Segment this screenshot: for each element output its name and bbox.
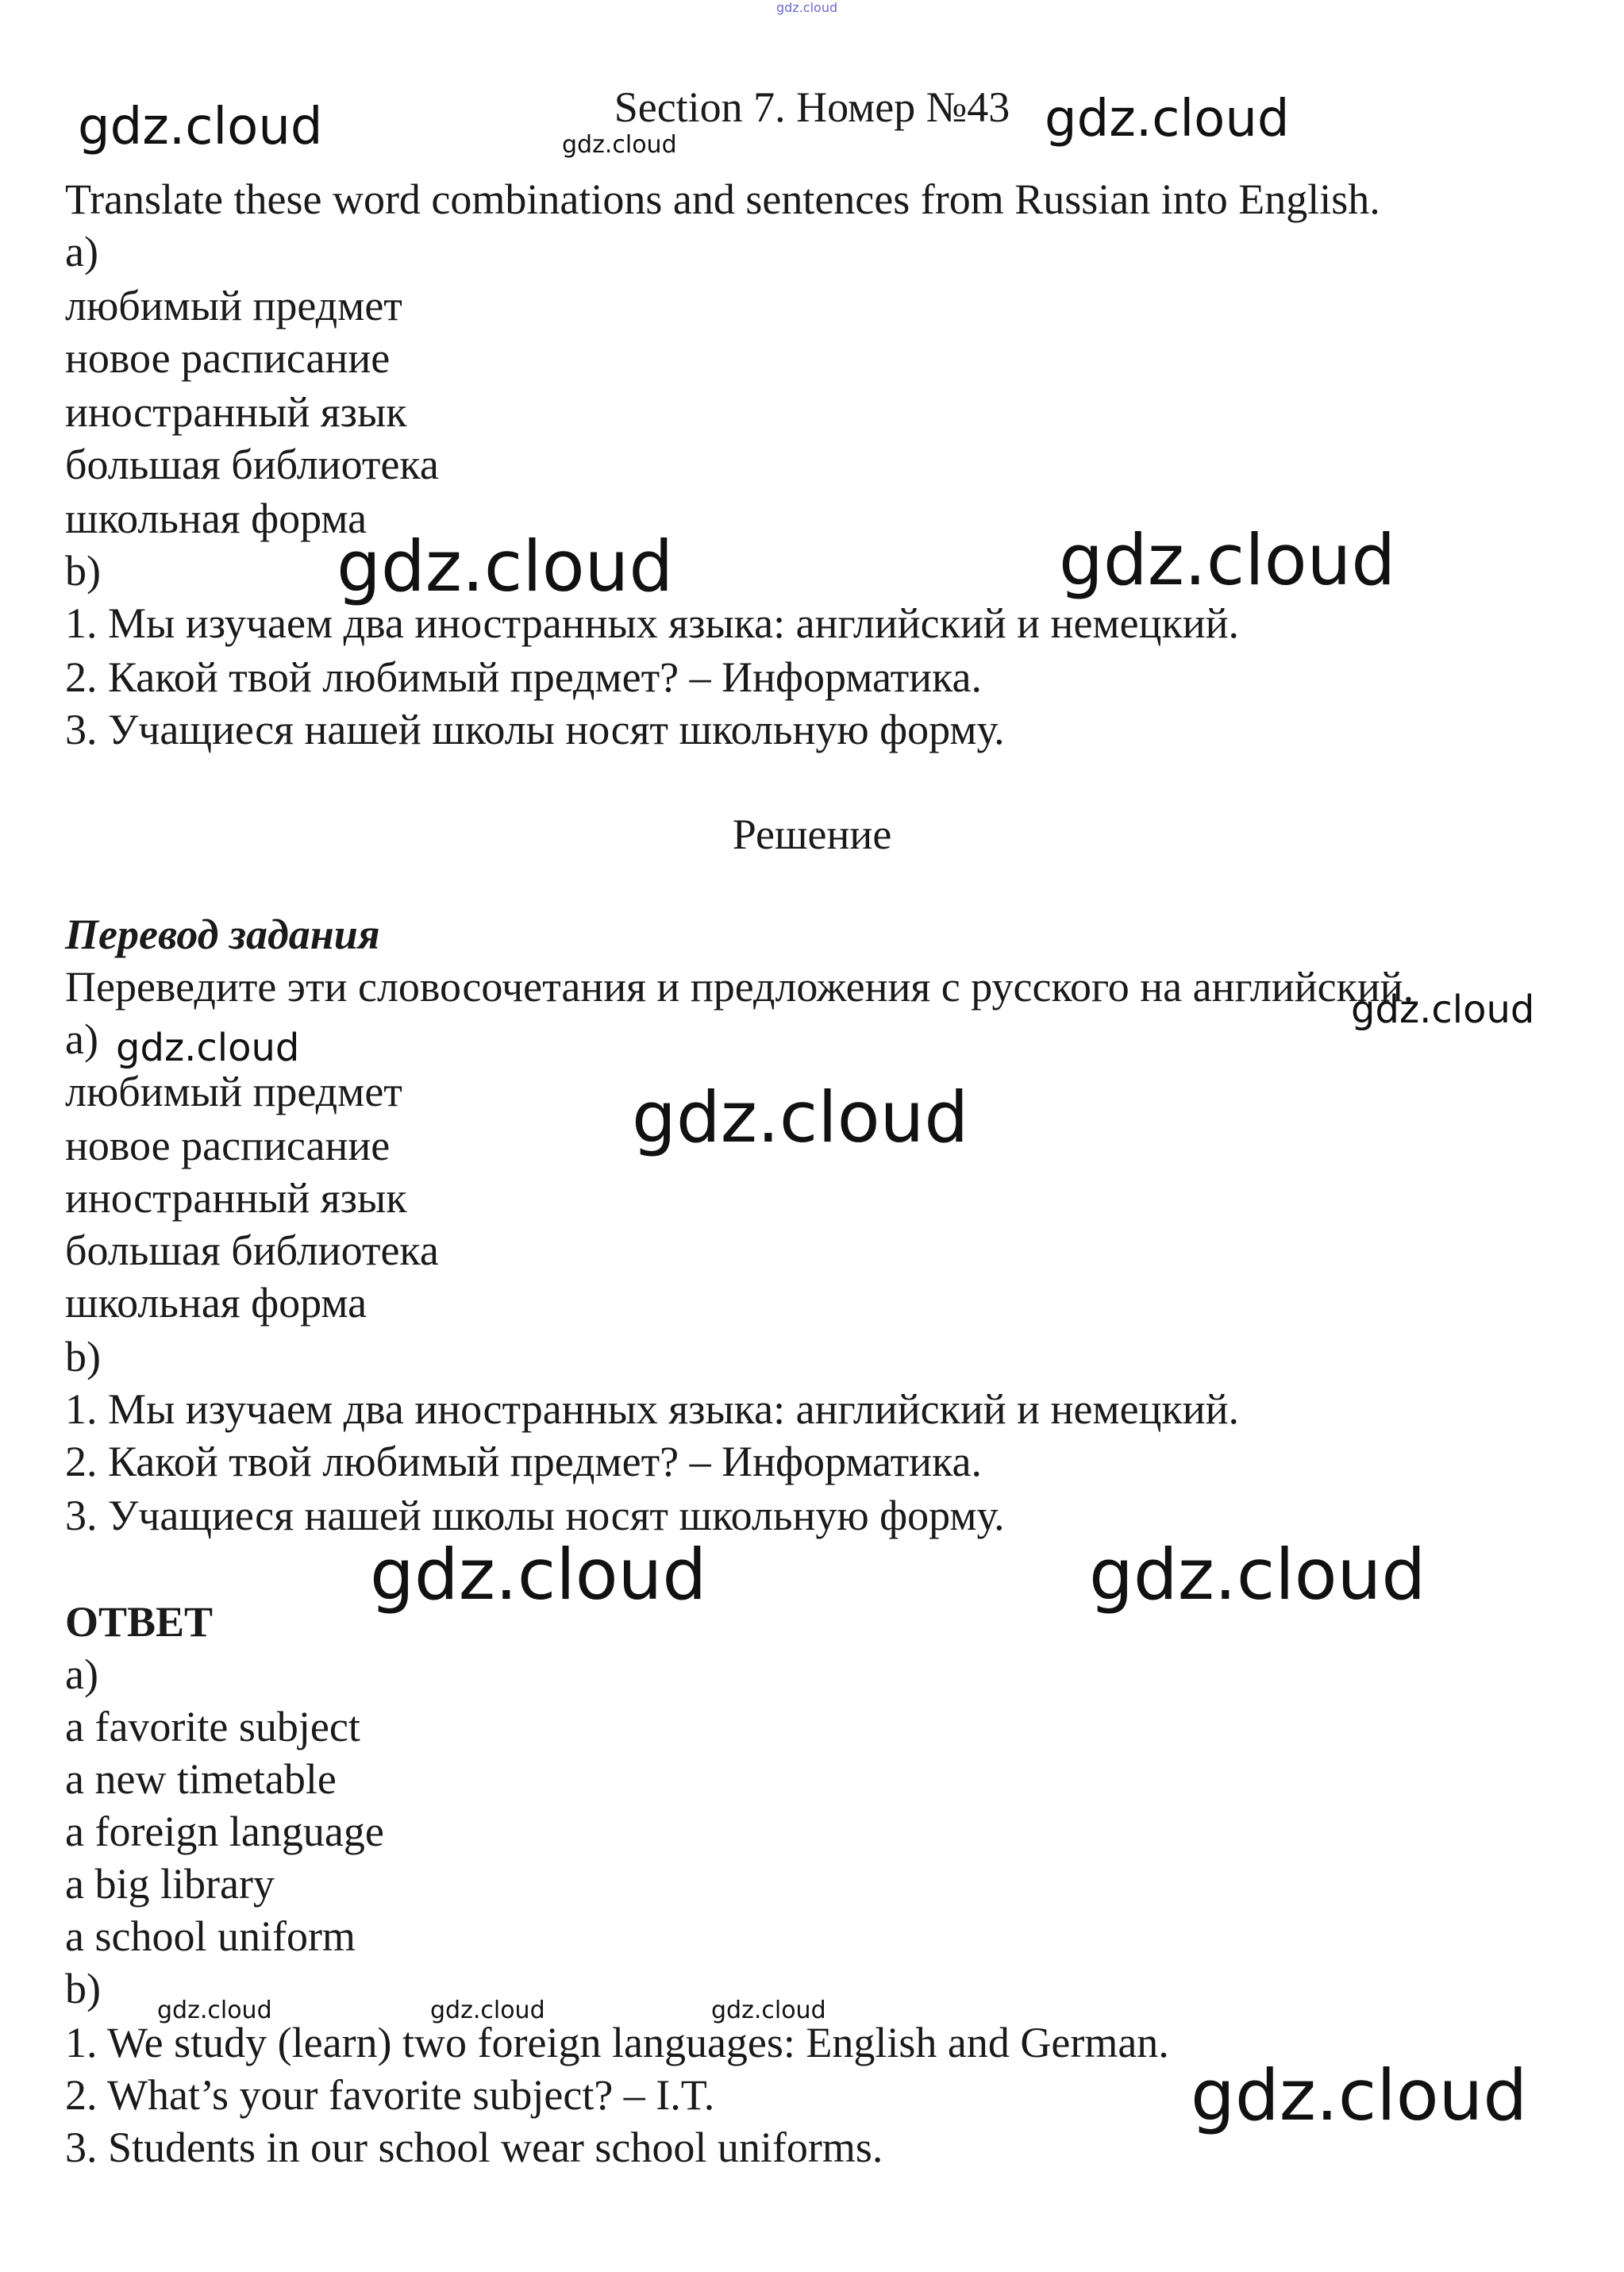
task-part-a-item: новое расписание <box>65 334 391 382</box>
task-part-a-label: a) <box>65 228 98 275</box>
solution-heading: Решение <box>732 811 892 858</box>
translation-part-a-item: любимый предмет <box>65 1068 402 1115</box>
task-part-a-item: школьная форма <box>65 495 368 542</box>
watermark: gdz.cloud <box>157 1997 272 2024</box>
task-part-b-item: 3. Учащиеся нашей школы носят школьную форму. <box>65 706 1005 753</box>
translation-instruction: Переведите эти словосочетания и предложения с русского на английский. <box>65 963 1414 1011</box>
answer-part-b-label: b) <box>65 1965 101 2012</box>
task-instruction: Translate these word combinations and sentences from Russian into English. <box>65 175 1380 223</box>
translation-part-b-label: b) <box>65 1333 101 1381</box>
watermark: gdz.cloud <box>1089 1534 1426 1615</box>
answer-part-b-item: 3. Students in our school wear school uniforms. <box>65 2124 883 2171</box>
task-part-b-item: 1. Мы изучаем два иностранных языка: английский и немецкий. <box>65 599 1239 647</box>
answer-heading: ОТВЕТ <box>65 1598 214 1646</box>
translation-part-a-label: a) <box>65 1015 98 1063</box>
translation-heading: Перевод задания <box>65 911 380 958</box>
translation-part-a-item: новое расписание <box>65 1122 391 1169</box>
task-part-a-item: любимый предмет <box>65 282 402 329</box>
watermark: gdz.cloud <box>370 1534 707 1615</box>
watermark: gdz.cloud <box>116 1026 300 1070</box>
watermark: gdz.cloud <box>776 0 838 15</box>
answer-part-a-label: a) <box>65 1650 98 1698</box>
task-part-a-item: большая библиотека <box>65 441 439 488</box>
watermark: gdz.cloud <box>632 1076 969 1158</box>
watermark: gdz.cloud <box>1059 519 1396 601</box>
translation-part-a-item: школьная форма <box>65 1279 368 1327</box>
watermark: gdz.cloud <box>562 131 677 159</box>
answer-part-a-item: a favorite subject <box>65 1703 360 1750</box>
task-part-b-label: b) <box>65 547 101 595</box>
watermark: gdz.cloud <box>711 1997 826 2024</box>
answer-part-a-item: a big library <box>65 1860 275 1908</box>
task-part-a-item: иностранный язык <box>65 388 407 436</box>
translation-part-b-item: 2. Какой твой любимый предмет? – Информатика. <box>65 1438 982 1485</box>
watermark: gdz.cloud <box>1191 2054 1528 2136</box>
watermark: gdz.cloud <box>337 526 674 607</box>
watermark: gdz.cloud <box>1351 988 1535 1032</box>
translation-part-b-item: 1. Мы изучаем два иностранных языка: английский и немецкий. <box>65 1385 1239 1433</box>
watermark: gdz.cloud <box>430 1997 545 2024</box>
answer-part-a-item: a foreign language <box>65 1808 384 1855</box>
translation-part-a-item: иностранный язык <box>65 1174 407 1222</box>
page-title: Section 7. Номер №43 <box>614 83 1010 131</box>
translation-part-a-item: большая библиотека <box>65 1226 439 1274</box>
answer-part-a-item: a new timetable <box>65 1755 337 1803</box>
answer-part-b-item: 1. We study (learn) two foreign languages: English and German. <box>65 2019 1169 2066</box>
watermark: gdz.cloud <box>1045 90 1290 148</box>
task-part-b-item: 2. Какой твой любимый предмет? – Информатика. <box>65 653 982 701</box>
answer-part-a-item: a school uniform <box>65 1912 356 1960</box>
watermark: gdz.cloud <box>78 98 323 156</box>
answer-part-b-item: 2. What’s your favorite subject? – I.T. <box>65 2071 715 2119</box>
translation-part-b-item: 3. Учащиеся нашей школы носят школьную форму. <box>65 1492 1005 1539</box>
